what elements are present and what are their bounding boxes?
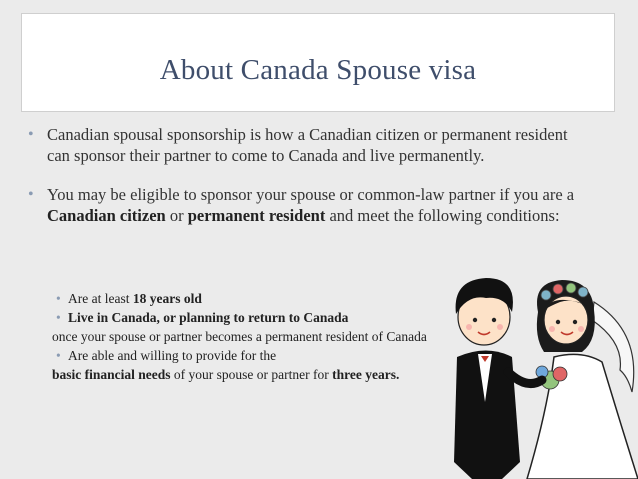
condition-able <box>53 346 473 365</box>
wedding-couple-icon <box>442 262 638 479</box>
condition-age <box>53 289 473 308</box>
eligibility-text-pre: You may be eligible to sponsor your spouse or common-law partner if you are a <box>47 185 575 204</box>
condition-basic-bold: basic financial needs <box>52 367 171 382</box>
bullet-dot-icon: • <box>56 348 61 363</box>
condition-basic-mid: of your spouse or partner for <box>170 367 333 382</box>
condition-live-bold: Live in Canada, or planning to return to Canada <box>68 310 349 325</box>
bullet-eligibility <box>27 184 587 226</box>
condition-able-text: Are able and willing to provide for the <box>68 348 277 363</box>
bullet-sponsorship-text: Canadian spousal sponsorship is how a Canadian citizen or permanent resident can sponsor their partner to come to Canada and live permanently. <box>47 125 568 165</box>
bullet-dot-icon: • <box>28 186 34 203</box>
condition-age-bold: 18 years old <box>132 291 202 306</box>
eligibility-text-post: and meet the following conditions: <box>325 206 560 225</box>
bullet-dot-icon: • <box>56 310 61 325</box>
condition-basic-bold2: three years. <box>332 367 400 382</box>
eligibility-permanent-resident: permanent resident <box>187 206 326 225</box>
eligibility-canadian-citizen: Canadian citizen <box>47 206 166 225</box>
conditions-list <box>53 289 473 384</box>
bullet-dot-icon: • <box>28 126 34 143</box>
slide-title: About Canada Spouse visa <box>159 54 477 86</box>
title-box <box>21 13 615 112</box>
bullet-dot-icon: • <box>56 291 61 306</box>
bullet-sponsorship <box>27 124 587 166</box>
condition-live <box>53 308 473 327</box>
condition-once: once your spouse or partner becomes a permanent resident of Canada <box>52 329 427 344</box>
eligibility-text-mid: or <box>165 206 188 225</box>
condition-age-text: Are at least <box>68 291 133 306</box>
main-bullet-list <box>27 124 587 244</box>
condition-basic <box>52 365 473 384</box>
